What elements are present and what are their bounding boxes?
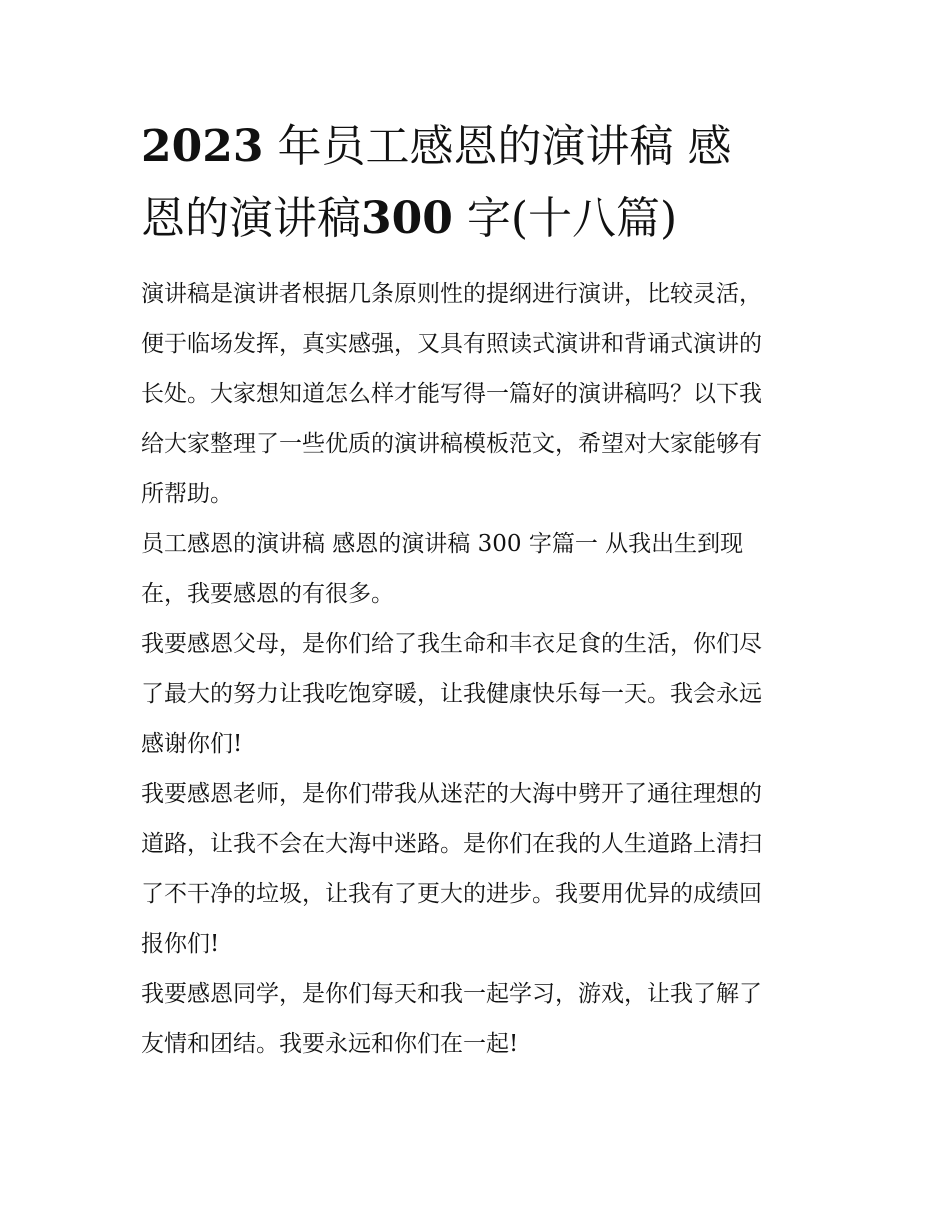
text-line: 了不干净的垃圾，让我有了更大的进步。我要用优异的成绩回 — [141, 881, 762, 907]
paragraph-parents — [141, 619, 813, 769]
title-line-1 — [141, 118, 813, 176]
text-line: 给大家整理了一些优质的演讲稿模板范文，希望对大家能够有 — [141, 431, 762, 457]
text-line: 长处。大家想知道怎么样才能写得一篇好的演讲稿吗？以下我 — [141, 381, 762, 407]
paragraph-classmates — [141, 969, 813, 1069]
text-line: 我要感恩同学，是你们每天和我一起学习，游戏，让我了解了 — [141, 981, 762, 1007]
text-line: 所帮助。 — [141, 481, 233, 507]
text-line: 了最大的努力让我吃饱穿暖，让我健康快乐每一天。我会永远 — [141, 681, 762, 707]
text-line: 报你们! — [141, 931, 220, 957]
text-line: 员工感恩的演讲稿 感恩的演讲稿 300 字篇一 从我出生到现 — [141, 531, 744, 557]
document-page — [141, 118, 813, 1069]
title-year: 2023 — [141, 121, 264, 172]
text-line: 友情和团结。我要永远和你们在一起! — [141, 1031, 519, 1057]
text-line: 我要感恩父母，是你们给了我生命和丰衣足食的生活，你们尽 — [141, 631, 762, 657]
title-line-2 — [141, 190, 813, 248]
text-line: 感谢你们! — [141, 731, 243, 757]
text-line: 在，我要感恩的有很多。 — [141, 581, 394, 607]
title-word-count: 300 — [361, 193, 453, 244]
title-text: 年员工感恩的演讲稿 感 — [263, 121, 732, 172]
paragraph-intro — [141, 269, 813, 519]
text-line: 演讲稿是演讲者根据几条原则性的提纲进行演讲，比较灵活， — [141, 281, 762, 307]
title-text: 字(十八篇) — [452, 193, 678, 244]
document-body — [141, 269, 813, 1069]
text-line: 便于临场发挥，真实感强，又具有照读式演讲和背诵式演讲的 — [141, 331, 762, 357]
document-title — [141, 118, 813, 248]
paragraph-section-heading — [141, 519, 813, 619]
text-line: 我要感恩老师，是你们带我从迷茫的大海中劈开了通往理想的 — [141, 781, 762, 807]
paragraph-teachers — [141, 769, 813, 969]
text-line: 道路，让我不会在大海中迷路。是你们在我的人生道路上清扫 — [141, 831, 762, 857]
title-text: 恩的演讲稿 — [141, 193, 361, 244]
